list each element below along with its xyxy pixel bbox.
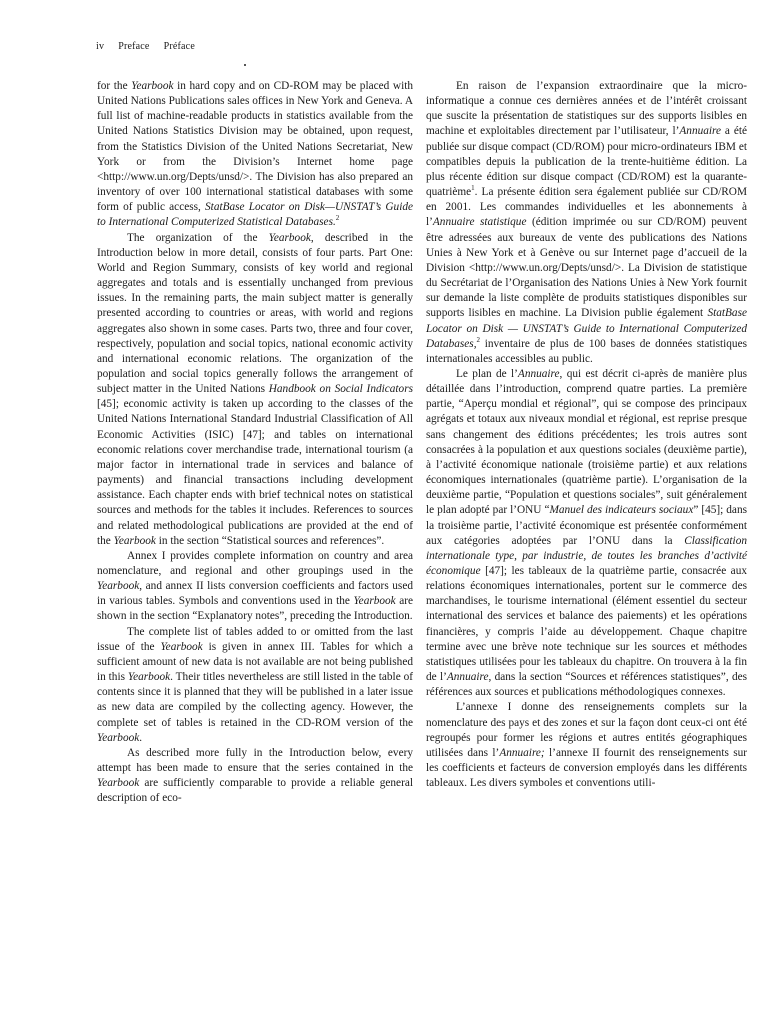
running-head <box>96 41 209 52</box>
scan-speck <box>244 64 246 66</box>
fr-paragraph-1: En raison de l’expansion extraordinaire que la micro-informatique a connue ces dernières années et de l’intérêt croissant que suscite la présentation de statistiques sur des supports lisibles en machine et exploitables directement par l’utilisateur, l’Annuaire a été publiée sur disque compact (CD/ROM) pour micro-ordinateurs IBM et compatibles depuis la publication de la trente-huitième édition. La plus récente édition sur disque compact (CD/ROM) est la quarante-quatrième$^1$. La présente édition sera également publiée sur CD/ROM en 2001. Les commandes individuelles et les abonnements à l’Annuaire statistique (édition imprimée ou sur CD/ROM) peuvent être adressées aux bureaux de vente des publications des Nations Unies à New York et à Genève ou sur Internet page d’accueil de la Division <http://www.un.org/Depts/unsd/>. La Division de statistique du Secrétariat de l’Organisation des Nations Unies à New York fournit sur demande la liste complète de produits statistiques disponibles sur supports lisibles en machine. La Division publie également StatBase Locator on Disk — UNSTAT’s Guide to International Computerized Databases,$^2$ inventaire de plus de 100 bases de données statistiques internationales accessibles au public. <box>426 80 747 365</box>
header-title-en: Preface <box>118 41 150 52</box>
en-paragraph-4: The complete list of tables added to or omitted from the last issue of the Yearbook is given in annex III. Tables for which a sufficient amount of new data is not available are not being published in this Yearbook. Their titles nevertheless are still listed in the table of contents since it is planned that they will be published in a later issue as new data are compiled by the collecting agency. However, the complete set of tables is retained in the CD-ROM version of the Yearbook. <box>97 625 413 744</box>
en-paragraph-5: As described more fully in the Introduction below, every attempt has been made to ensure that the series contained in the Yearbook are sufficiently comparable to provide a reliable general description of eco- <box>97 746 413 805</box>
header-title-fr: Préface <box>163 41 195 52</box>
en-paragraph-1: for the Yearbook in hard copy and on CD-ROM may be placed with United Nations Publications sales offices in New York and Geneva. A full list of machine-readable products in statistics available from the United Nations Statistics Division may be obtained, upon request, from the Statistics Division of the United Nations Secretariat, New York or from the Division’s Internet home page <http://www.un.org/Depts/unsd/>. The Division has also prepared an inventory of over 100 international statistical databases with some form of public access, StatBase Locator on Disk—UNSTAT’s Guide to International Computerized Statistical Databases.$^2$ <box>97 80 413 229</box>
english-column <box>97 79 413 807</box>
en-paragraph-2: The organization of the Yearbook, described in the Introduction below in more detail, consists of four parts. Part One: World and Region Summary, consists of key world and regional aggregates and totals and is essentially unchanged from previous issues. In the remaining parts, the main subject matter is generally presented according to countries or areas, with world and regions aggregates also shown in some cases. Parts two, three and four cover, respectively, population and social topics, national economic activity and international economic relations. The organization of the population and social topics generally follows the arrangement of subject matter in the United Nations Handbook on Social Indicators [45]; economic activity is taken up according to the classes of the United Nations International Standard Industrial Classification of All Economic Activities (ISIC) [47]; and tables on international economic relations cover merchandise trade, international tourism (a major factor in international trade in services and balance of payments) and financial transactions including development assistance. Each chapter ends with brief technical notes on statistical sources and methods for the tables it includes. References to sources and related methodological publications are provided at the end of the Yearbook in the section “Statistical sources and references”. <box>97 231 413 547</box>
page-number: iv <box>96 41 105 52</box>
en-paragraph-3: Annex I provides complete information on country and area nomenclature, and regional and other groupings used in the Yearbook, and annex II lists conversion coefficients and factors used in various tables. Symbols and conventions used in the Yearbook are shown in the section “Explanatory notes”, preceding the Introduction. <box>97 549 413 623</box>
french-column <box>426 79 747 791</box>
fr-paragraph-3: L’annexe I donne des renseignements complets sur la nomenclature des pays et des zones et sur la façon dont ceux-ci ont été regroupés pour former les régions et autres entités géographiques utilisées dans l’Annuaire; l’annexe II fournit des renseignements sur les coefficients et facteurs de conversion employés dans les différents tableaux. Les divers symboles et conventions utili- <box>426 701 748 790</box>
fr-paragraph-2: Le plan de l’Annuaire, qui est décrit ci-après de manière plus détaillée dans l’introduction, comprend quatre parties. La première partie, “Aperçu mondial et régional”, qui se compose des principaux agrégats et totaux aux niveaux mondial et régional, est reprise presque sans changement des éditions précédentes; les trois autres sont consacrées à la population et aux questions sociales (deuxième partie), à l’activité économique nationale (troisième partie) et aux relations économiques internationales (quatrième partie). L’organisation de la deuxième partie, “Population et questions sociales”, suit généralement le plan adopté par l’ONU “Manuel des indicateurs sociaux” [45]; dans la troisième partie, l’activité économique est présentée conformément aux catégories adoptées par l’ONU dans la Classification internationale type, par industrie, de toutes les branches d’activité économique [47]; les tableaux de la quatrième partie, consacrée aux relations économiques internationales, portent sur le commerce des marchandises, le tourisme international (élément essentiel du secteur international des services et balance des paiements) et les opérations financières, y compris l’aide au développement. Chaque chapitre termine avec une brève note technique sur les sources et méthodes statistiques utilisées pour les tableaux du chapitre. On trouvera à la fin de l’Annuaire, dans la section “Sources et références statistiques”, des références aux sources et publications méthodologiques connexes. <box>426 367 748 699</box>
